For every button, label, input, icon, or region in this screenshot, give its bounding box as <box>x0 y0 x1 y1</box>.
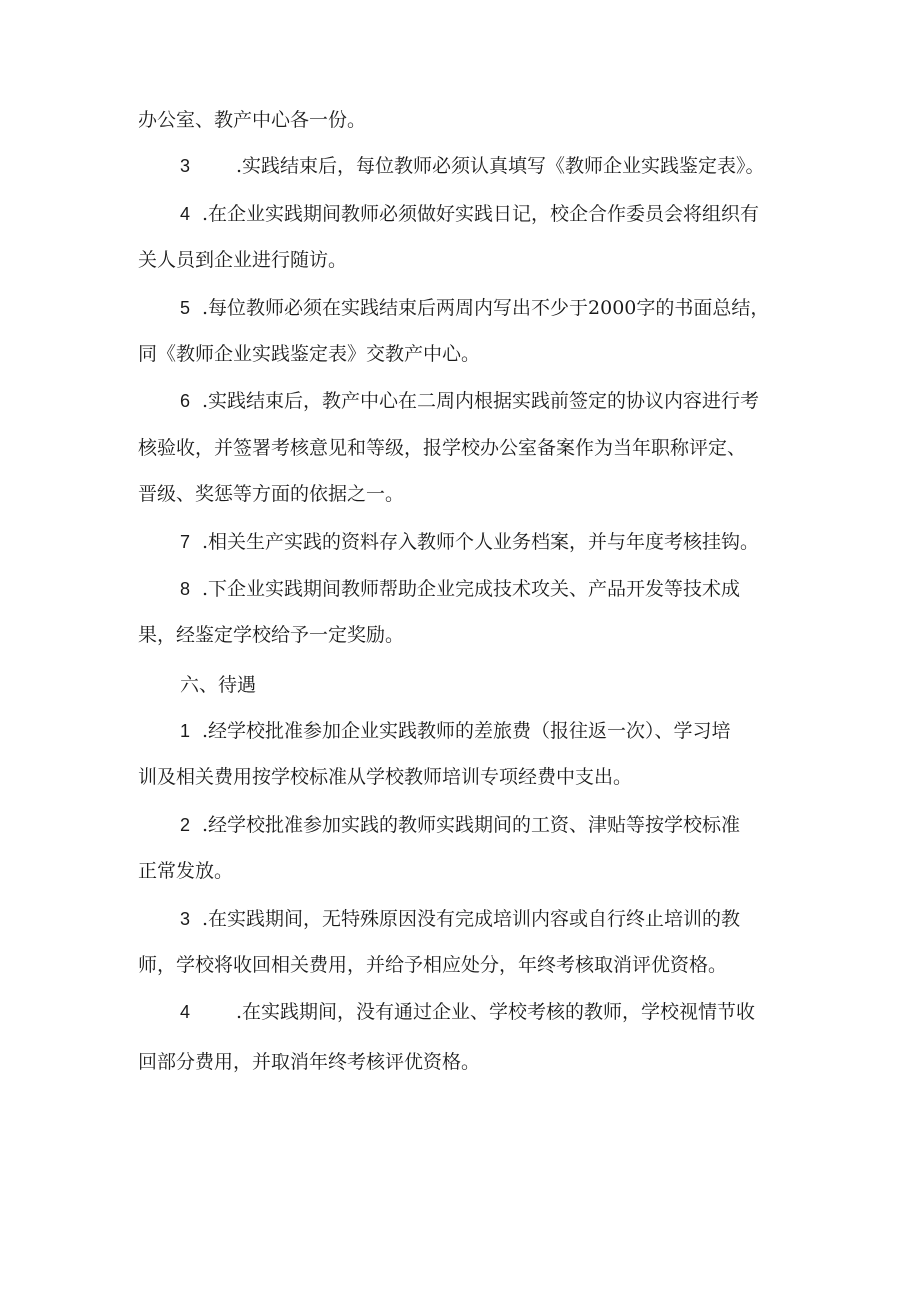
item-text: 正常发放。 <box>138 860 234 882</box>
item-text: 晋级、奖惩等方面的依据之一。 <box>138 483 405 505</box>
item-number: 2 <box>180 815 191 835</box>
list-item-8-cont <box>138 623 404 647</box>
item-number: 8 <box>180 579 191 599</box>
item-number: 3 <box>180 156 191 176</box>
item-text: .在实践期间，无特殊原因没有完成培训内容或自行终止培训的教 <box>202 908 741 930</box>
item-text: 回部分费用，并取消年终考核评优资格。 <box>138 1051 481 1073</box>
list-item-5-cont <box>138 342 480 366</box>
item-text: .在企业实践期间教师必须做好实践日记，校企合作委员会将组织有 <box>202 203 760 225</box>
list-item-6-cont <box>138 482 404 506</box>
list-item-4 <box>180 202 759 226</box>
item-number: 4 <box>180 204 191 224</box>
paragraph-text: 办公室、教产中心各一份。 <box>138 109 367 131</box>
item-number: 6 <box>180 391 191 411</box>
item-number: 7 <box>180 532 191 552</box>
item-text: .相关生产实践的资料存入教师个人业务档案，并与年度考核挂钩。 <box>202 531 760 553</box>
item-number: 3 <box>180 909 191 929</box>
section6-item-2 <box>180 813 740 837</box>
item-text: .每位教师必须在实践结束后两周内写出不少于2000字的书面总结， <box>202 297 770 319</box>
item-text: 训及相关费用按学校标准从学校教师培训专项经费中支出。 <box>138 766 633 788</box>
item-text: .在实践期间，没有通过企业、学校考核的教师，学校视情节收 <box>236 1001 756 1023</box>
section-heading: 六、待遇 <box>180 674 257 696</box>
item-text: 果，经鉴定学校给予一定奖励。 <box>138 624 405 646</box>
section6-item-4 <box>180 1000 755 1024</box>
paragraph-continuation <box>138 108 366 132</box>
section6-item-3 <box>180 907 740 931</box>
item-text: .实践结束后，教产中心在二周内根据实践前签定的协议内容进行考 <box>202 390 760 412</box>
item-text: .实践结束后，每位教师必须认真填写《教师企业实践鉴定表》。 <box>236 155 765 177</box>
item-text: 关人员到企业进行随访。 <box>138 249 348 271</box>
item-number: 4 <box>180 1002 191 1022</box>
section6-item-3-cont <box>138 953 727 977</box>
item-text: .经学校批准参加实践的教师实践期间的工资、津贴等按学校标准 <box>202 814 741 836</box>
item-number: 5 <box>180 298 191 318</box>
item-text: 核验收，并签署考核意见和等级，报学校办公室备案作为当年职称评定、 <box>138 437 747 459</box>
item-text: .下企业实践期间教师帮助企业完成技术攻关、产品开发等技术成 <box>202 578 741 600</box>
list-item-3 <box>180 154 765 178</box>
list-item-7 <box>180 530 759 554</box>
section6-item-1-cont <box>138 765 632 789</box>
item-number: 1 <box>180 721 191 741</box>
list-item-6 <box>180 389 759 413</box>
list-item-6-cont <box>138 436 746 460</box>
section6-item-1 <box>180 719 731 743</box>
item-text: 师，学校将收回相关费用，并给予相应处分，年终考核取消评优资格。 <box>138 954 728 976</box>
list-item-4-cont <box>138 248 347 272</box>
section6-item-2-cont <box>138 859 233 883</box>
section6-item-4-cont <box>138 1050 480 1074</box>
list-item-5 <box>180 296 769 320</box>
item-text: 同《教师企业实践鉴定表》交教产中心。 <box>138 343 481 365</box>
item-text: .经学校批准参加企业实践教师的差旅费（报往返一次）、学习培 <box>202 720 731 742</box>
list-item-8 <box>180 577 740 601</box>
